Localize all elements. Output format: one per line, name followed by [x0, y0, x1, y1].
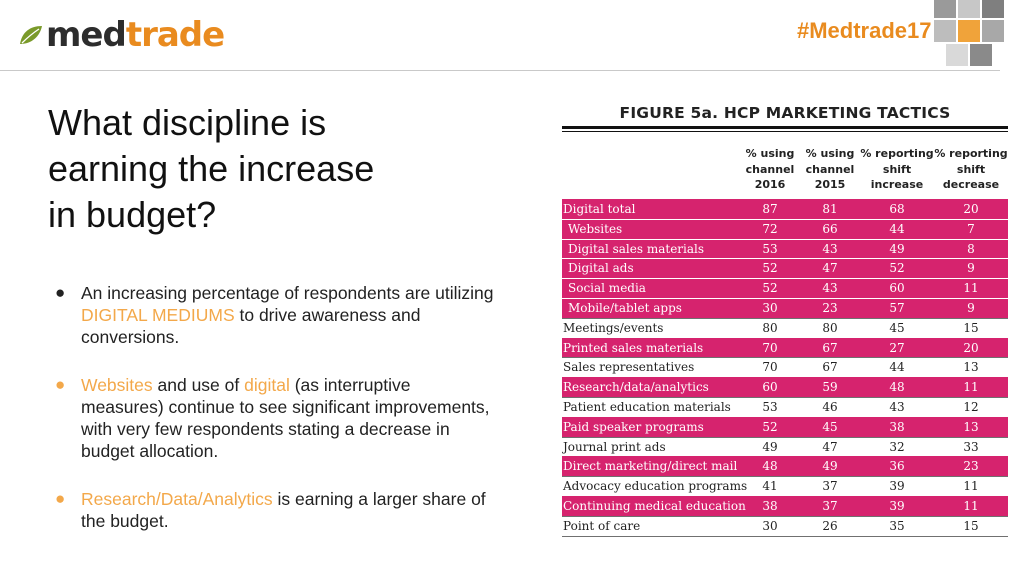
table-cell: 68: [889, 202, 905, 216]
title-line: What discipline is: [48, 102, 327, 143]
table-cell: 53: [762, 399, 778, 414]
table-cell: 47: [822, 261, 838, 276]
table-cell: 59: [822, 380, 838, 395]
table-bottom-rule: [562, 536, 1008, 537]
bullet-text: An increasing percentage of respondents are utilizing: [81, 283, 494, 303]
medtrade-logo: [18, 14, 224, 56]
table-row: [562, 377, 1008, 397]
leaf-icon: [18, 24, 44, 46]
table-cell: 13: [963, 360, 979, 375]
column-header-using-2015: % using channel 2015: [805, 147, 855, 191]
row-label: Paid speaker programs: [563, 419, 704, 434]
table-cell: 52: [762, 419, 778, 434]
table-cell: 13: [963, 419, 979, 434]
row-label: Printed sales materials: [563, 340, 704, 355]
table-row: [562, 437, 1008, 457]
row-label: Advocacy education programs: [563, 479, 748, 494]
row-label: Digital sales materials: [568, 241, 705, 256]
table-cell: 11: [963, 479, 979, 494]
table-row: [562, 496, 1008, 516]
table-cell: 11: [963, 380, 979, 395]
table-cell: 27: [889, 340, 905, 355]
row-label: Digital ads: [568, 261, 634, 276]
table-cell: 87: [762, 202, 778, 216]
row-label: Meetings/events: [563, 320, 664, 335]
table-cell: 70: [762, 340, 778, 355]
bullet-item: [55, 488, 495, 532]
table-cell: 12: [963, 399, 979, 414]
bullet-highlight: DIGITAL MEDIUMS: [81, 305, 235, 325]
table-cell: 47: [822, 439, 838, 454]
table-row: [562, 456, 1008, 476]
table-cell: 39: [889, 479, 905, 494]
bullet-dot-icon: ●: [55, 489, 66, 508]
column-header-shift-increase: % reporting shift increase: [860, 147, 934, 191]
table-cell: 43: [889, 399, 905, 414]
table-row: [562, 417, 1008, 437]
table-row: [562, 357, 1008, 377]
row-label: Research/data/analytics: [563, 380, 709, 395]
table-cell: 52: [762, 281, 778, 296]
row-label: Journal print ads: [563, 439, 666, 454]
table-cell: 20: [963, 202, 979, 216]
table-row: [562, 258, 1008, 278]
table-cell: 11: [963, 281, 979, 296]
table-cell: 52: [889, 261, 905, 276]
bullet-dot-icon: ●: [55, 375, 66, 394]
table-cell: 11: [963, 498, 979, 513]
bullet-text: is earning a larger share of the budget.: [81, 489, 486, 531]
table-cell: 37: [822, 498, 838, 513]
row-label: Mobile/tablet apps: [568, 300, 682, 315]
row-label: Direct marketing/direct mail: [563, 459, 738, 474]
bullet-highlight: Research/Data/Analytics: [81, 489, 273, 509]
table-cell: 38: [889, 419, 905, 434]
table-cell: 23: [822, 300, 838, 315]
table-row: [562, 338, 1008, 358]
table-cell: 48: [762, 459, 778, 474]
row-label: Websites: [568, 221, 623, 236]
row-label: Sales representatives: [563, 360, 695, 375]
table-row: [562, 239, 1008, 259]
table-cell: 49: [762, 439, 778, 454]
table-cell: 26: [822, 518, 838, 533]
bullet-text: and use of: [152, 375, 245, 395]
header-divider: [0, 70, 1000, 71]
table-row: [562, 298, 1008, 318]
decorative-squares: [934, 0, 1004, 70]
table-cell: 45: [889, 320, 905, 335]
table-cell: 15: [963, 518, 979, 533]
table-cell: 7: [967, 221, 975, 236]
bullet-text: (as interruptive measures) continue to see significant improvements, with very few respondents stating a decrease in budget allocation.: [81, 375, 490, 461]
figure-rule: [562, 131, 1008, 132]
bullet-text: to drive awareness and conversions.: [81, 305, 421, 347]
table-cell: 32: [889, 439, 905, 454]
table-cell: 44: [889, 360, 905, 375]
table-cell: 41: [762, 479, 778, 494]
table-cell: 30: [762, 518, 778, 533]
figure-rule: [562, 126, 1008, 129]
column-header-shift-decrease: % reporting shift decrease: [934, 147, 1008, 191]
title-line: in budget?: [48, 194, 217, 235]
slide-title: [48, 100, 518, 238]
table-row: [562, 219, 1008, 239]
table-cell: 53: [762, 241, 778, 256]
row-label: Social media: [568, 281, 646, 296]
event-hashtag: #Medtrade17: [797, 18, 932, 43]
table-cell: 66: [822, 221, 838, 236]
table-cell: 67: [822, 340, 838, 355]
title-line: earning the increase: [48, 148, 375, 189]
table-cell: 15: [963, 320, 979, 335]
logo-trade: trade: [125, 15, 225, 55]
table-cell: 80: [822, 320, 838, 335]
table-cell: 30: [762, 300, 778, 315]
table-cell: 38: [762, 498, 778, 513]
bullet-item: [55, 282, 495, 348]
table-row: [562, 318, 1008, 338]
table-cell: 60: [889, 281, 905, 296]
table-cell: 43: [822, 281, 838, 296]
row-label: Patient education materials: [563, 399, 731, 414]
column-header-using-2016: % using channel 2016: [745, 147, 795, 191]
figure-title: FIGURE 5a. HCP MARKETING TACTICS: [619, 104, 951, 122]
bullet-dot-icon: ●: [55, 283, 66, 302]
tactics-table: [562, 199, 1008, 536]
table-cell: 9: [967, 300, 975, 315]
bullet-highlight: digital: [244, 375, 290, 395]
row-label: Continuing medical education: [563, 498, 746, 513]
row-label: Point of care: [563, 518, 641, 533]
table-cell: 48: [889, 380, 905, 395]
table-row: [562, 476, 1008, 496]
table-cell: 39: [889, 498, 905, 513]
logo-wordmark: [46, 14, 224, 56]
table-cell: 9: [967, 261, 975, 276]
table-cell: 36: [889, 459, 905, 474]
table-cell: 20: [963, 340, 979, 355]
table-cell: 8: [967, 241, 975, 256]
table-row: [562, 397, 1008, 417]
row-label: Digital total: [563, 202, 636, 216]
table-cell: 49: [889, 241, 905, 256]
table-cell: 81: [822, 202, 838, 216]
table-cell: 46: [822, 399, 838, 414]
table-cell: 43: [822, 241, 838, 256]
bullet-item: [55, 374, 495, 462]
table-row: [562, 278, 1008, 298]
bullet-highlight: Websites: [81, 375, 153, 395]
table-cell: 35: [889, 518, 905, 533]
table-row: [562, 516, 1008, 536]
table-cell: 60: [762, 380, 778, 395]
table-cell: 33: [963, 439, 979, 454]
table-row: [562, 199, 1008, 219]
table-cell: 80: [762, 320, 778, 335]
table-cell: 44: [889, 221, 905, 236]
bullet-list: [55, 282, 495, 558]
table-cell: 57: [889, 300, 905, 315]
table-cell: 70: [762, 360, 778, 375]
table-cell: 49: [822, 459, 838, 474]
table-cell: 23: [963, 459, 979, 474]
table-cell: 72: [762, 221, 778, 236]
table-cell: 67: [822, 360, 838, 375]
logo-med: med: [46, 15, 126, 55]
table-cell: 45: [822, 419, 838, 434]
table-cell: 52: [762, 261, 778, 276]
table-cell: 37: [822, 479, 838, 494]
